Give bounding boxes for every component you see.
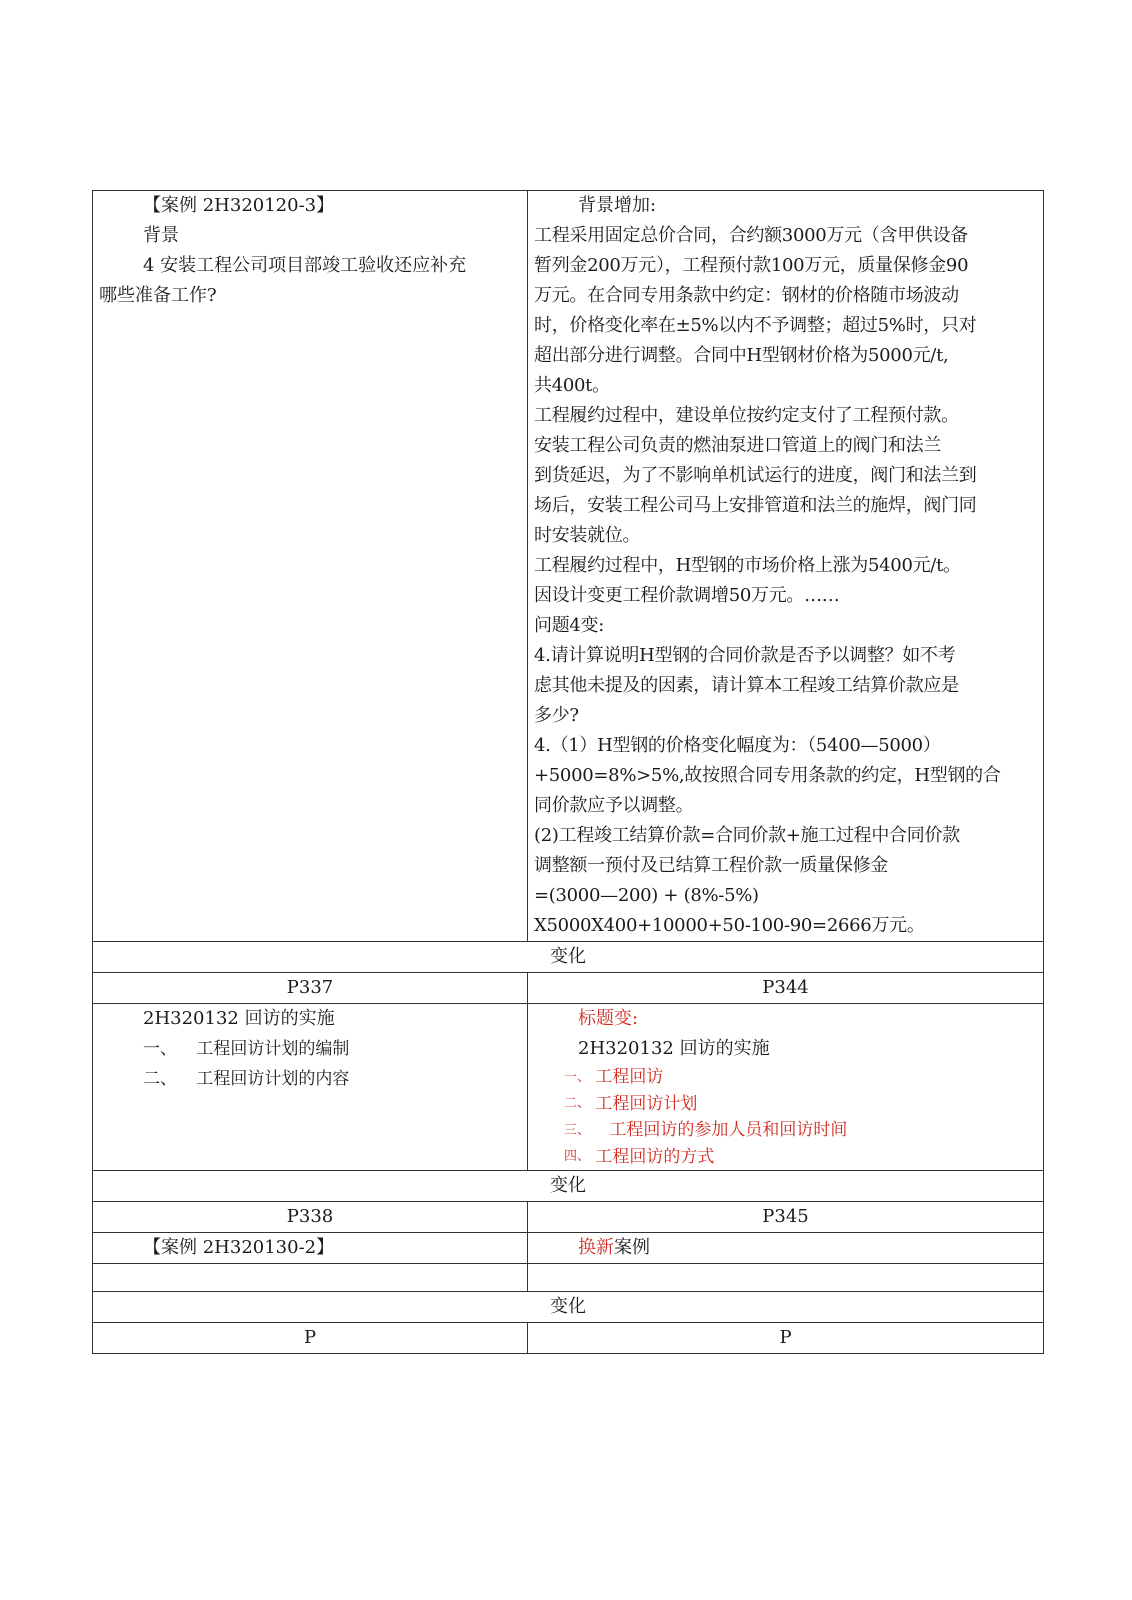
list-item [99, 1034, 521, 1064]
new-page-number: P344 [528, 973, 1044, 1004]
body-line: 4.请计算说明H型钢的合同价款是否予以调整？如不考 [534, 645, 956, 666]
change-label: 变化 [93, 1171, 1044, 1202]
list-item [534, 1117, 1037, 1144]
empty-cell-left [93, 1264, 528, 1292]
body-line: 调整额一预付及已结算工程价款一质量保修金 [534, 855, 888, 876]
case2-note-black: 案例 [614, 1237, 650, 1258]
list-number: 一、 [143, 1039, 177, 1059]
case2-note-red: 换新 [578, 1237, 614, 1258]
body-line: =(3000—200) + (8%-5%) [534, 885, 759, 906]
list-number: 四、 [564, 1149, 591, 1164]
case2-title: 【案例 2H320130-2】 [143, 1237, 335, 1258]
case-right-cell [528, 191, 1044, 942]
body-line: 到货延迟，为了不影响单机试运行的进度，阀门和法兰到 [534, 465, 977, 486]
list-text: 工程回访计划的编制 [196, 1039, 350, 1059]
case2-left-cell [93, 1233, 528, 1264]
body-line: 超出部分进行调整。合同中H型钢材价格为5000元/t, [534, 345, 949, 366]
body-line: 安装工程公司负责的燃油泵进口管道上的阀门和法兰 [534, 435, 942, 456]
body-line: 多少? [534, 705, 579, 726]
section-title-old: 2H320132 回访的实施 [143, 1008, 335, 1029]
list-text: 工程回访 [595, 1067, 664, 1087]
question-line-1: 4 安装工程公司项目部竣工验收还应补充 [143, 255, 467, 276]
list-item [534, 1091, 1037, 1118]
question-line-2: 哪些准备工作? [99, 285, 217, 306]
old-page-number: P338 [93, 1202, 528, 1233]
body-line: 工程履约过程中，建设单位按约定支付了工程预付款。 [534, 405, 959, 426]
body-line: X5000X400+10000+50-100-90=2666万元。 [534, 915, 925, 936]
list-number: 三、 [564, 1122, 591, 1138]
change-note: 标题变: [578, 1008, 639, 1029]
body-line: 万元。在合同专用条款中约定：钢材的价格随市场波动 [534, 285, 959, 306]
section-right-cell [528, 1004, 1044, 1171]
empty-row [93, 1264, 1044, 1292]
list-item [534, 1064, 1037, 1091]
list-text: 工程回访计划的内容 [196, 1069, 350, 1089]
list-text: 工程回访的方式 [595, 1146, 715, 1167]
body-line: 时，价格变化率在±5%以内不予调整；超过5%时，只对 [534, 315, 977, 336]
list-text: 工程回访的参加人员和回访时间 [609, 1120, 848, 1140]
section-row [93, 1004, 1044, 1171]
body-line: 共400t。 [534, 375, 610, 396]
list-number: 二、 [564, 1096, 591, 1111]
body-line: 4.（1）H型钢的价格变化幅度为：（5400—5000） [534, 735, 941, 756]
body-line: (2)工程竣工结算价款=合同价款+施工过程中合同价款 [534, 825, 960, 846]
case-row [93, 191, 1044, 942]
body-line: +5000=8%>5%,故按照合同专用条款的约定，H型钢的合 [534, 765, 1001, 786]
case-left-cell [93, 191, 528, 942]
body-line: 场后，安装工程公司马上安排管道和法兰的施焊，阀门同 [534, 495, 977, 516]
case2-note [534, 1233, 1037, 1263]
new-page-number: P [528, 1323, 1044, 1354]
body-line: 暂列金200万元），工程预付款100万元，质量保修金90 [534, 255, 969, 276]
old-page-number: P [93, 1323, 528, 1354]
body-line: 时安装就位。 [534, 525, 641, 546]
page-row-3 [93, 1323, 1044, 1354]
change-row-3 [93, 1292, 1044, 1323]
body-line: 工程采用固定总价合同，合约额3000万元（含甲供设备 [534, 225, 969, 246]
list-number: 一、 [564, 1069, 591, 1085]
list-text: 工程回访计划 [595, 1093, 698, 1114]
list-number: 二、 [143, 1069, 177, 1089]
body-line: 因设计变更工程价款调增50万元。…… [534, 585, 840, 606]
page-row-2 [93, 1202, 1044, 1233]
background-label: 背景 [143, 225, 179, 246]
old-page-number: P337 [93, 973, 528, 1004]
empty-cell-right [528, 1264, 1044, 1292]
change-row-2 [93, 1171, 1044, 1202]
comparison-table [92, 190, 1044, 1354]
background-added-heading: 背景增加: [578, 195, 657, 216]
list-item [534, 1144, 1037, 1171]
body-line: 同价款应予以调整。 [534, 795, 694, 816]
body-line: 问题4变: [534, 615, 605, 636]
new-page-number: P345 [528, 1202, 1044, 1233]
case-title: 【案例 2H320120-3】 [143, 195, 335, 216]
list-item [99, 1064, 521, 1094]
body-line: 工程履约过程中，H型钢的市场价格上涨为5400元/t。 [534, 555, 961, 576]
section-title-new: 2H320132 回访的实施 [578, 1038, 770, 1059]
change-label: 变化 [93, 942, 1044, 973]
section-left-cell [93, 1004, 528, 1171]
change-row-1 [93, 942, 1044, 973]
page-row-1 [93, 973, 1044, 1004]
case2-row [93, 1233, 1044, 1264]
case2-right-cell [528, 1233, 1044, 1264]
body-line: 虑其他未提及的因素，请计算本工程竣工结算价款应是 [534, 675, 959, 696]
change-label: 变化 [93, 1292, 1044, 1323]
